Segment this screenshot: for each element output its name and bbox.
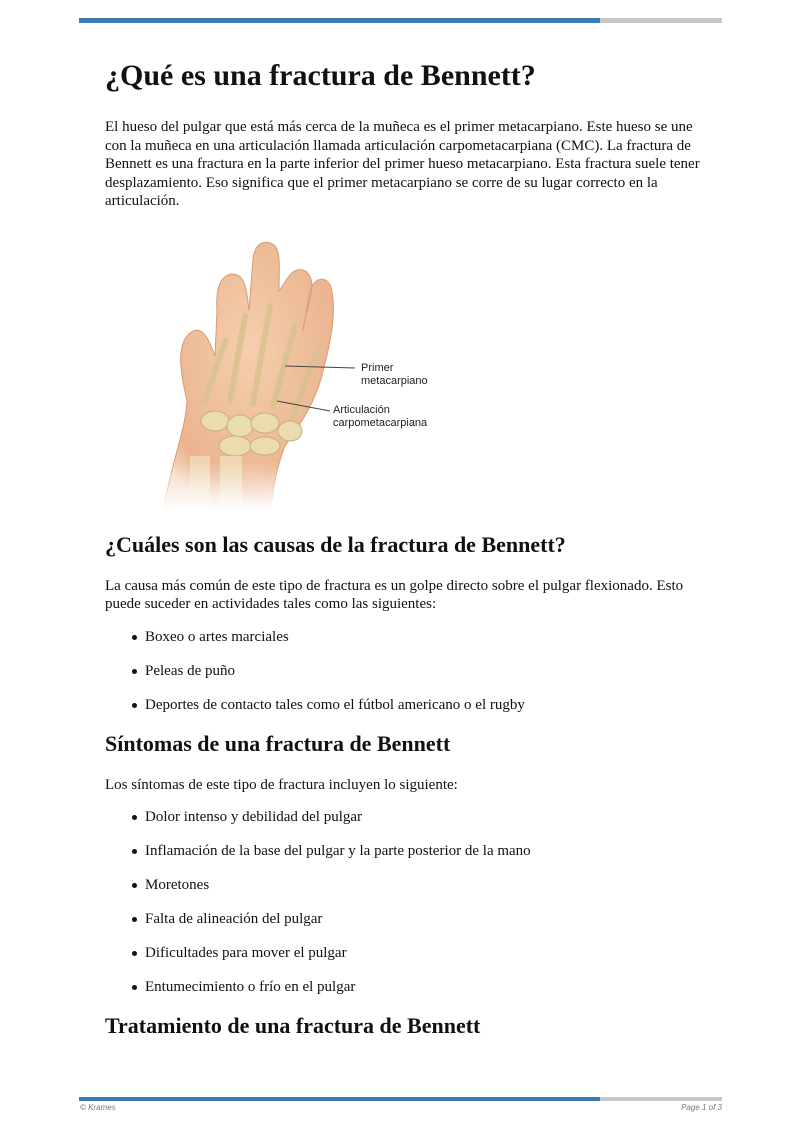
header-progress-bar xyxy=(79,18,722,23)
footer-page-number: Page 1 of 3 xyxy=(681,1103,722,1112)
list-item: Moretones xyxy=(105,876,705,894)
page-title: ¿Qué es una fractura de Bennett? xyxy=(105,59,536,92)
footer-progress-fill xyxy=(79,1097,600,1101)
symptoms-paragraph: Los síntomas de este tipo de fractura incluyen lo siguiente: xyxy=(105,776,458,793)
hand-illustration xyxy=(145,231,465,511)
causes-heading: ¿Cuáles son las causas de la fractura de Bennett? xyxy=(105,531,566,557)
list-item: Inflamación de la base del pulgar y la parte posterior de la mano xyxy=(105,842,705,860)
document-content xyxy=(105,56,705,1058)
label-cmc-joint: Articulación carpometacarpiana xyxy=(333,403,428,429)
label-first-metacarpal: Primer metacarpiano xyxy=(361,361,428,387)
list-item: Boxeo o artes marciales xyxy=(105,628,705,646)
list-item: Peleas de puño xyxy=(105,662,705,680)
treatment-heading: Tratamiento de una fractura de Bennett xyxy=(105,1013,481,1038)
list-item: Dificultades para mover el pulgar xyxy=(105,944,705,962)
list-item: Deportes de contacto tales como el fútbol americano o el rugby xyxy=(105,696,705,714)
list-item: Falta de alineación del pulgar xyxy=(105,910,705,928)
symptoms-heading: Síntomas de una fractura de Bennett xyxy=(105,730,451,756)
footer-copyright: © Krames xyxy=(80,1103,116,1112)
causes-paragraph: La causa más común de este tipo de fractura es un golpe directo sobre el pulgar flexionado. Esto puede suceder en actividades tales como las siguientes: xyxy=(105,577,684,612)
footer-progress-bar xyxy=(79,1097,722,1101)
header-progress-fill xyxy=(79,18,600,23)
intro-paragraph: El hueso del pulgar que está más cerca de la muñeca es el primer metacarpiano. Este hueso se une con la muñeca en una articulación llamada articulación carpometacarpiana (CMC). La fractura de Bennett es una fractura en la parte inferior del primer hueso metacarpiano. Esta fractura suele tener desplazamiento. Eso significa que el primer metacarpiano se corre de su lugar correcto en la articulación. xyxy=(105,119,700,209)
causes-list xyxy=(105,628,705,714)
symptoms-list xyxy=(105,808,705,996)
list-item: Entumecimiento o frío en el pulgar xyxy=(105,978,705,996)
list-item: Dolor intenso y debilidad del pulgar xyxy=(105,808,705,826)
